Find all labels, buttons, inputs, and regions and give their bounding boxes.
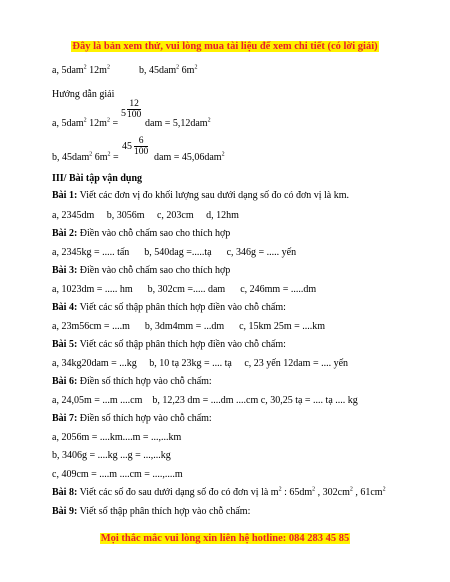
solution-title: Hướng dẫn giải	[52, 89, 115, 100]
header-banner	[0, 40, 450, 53]
solution-a-fraction: $\frac{12}{100}$	[127, 99, 142, 120]
exercise-4-items: a, 23m56cm = ....m b, 3dm4mm = ...dm c, 15km 25m = ....km	[52, 321, 326, 332]
exercise-1: Bài 1: Viết các đơn vị đo khối lượng sau dưới dạng số đo có đơn vị là km.	[52, 190, 350, 201]
exercise-8: Bài 8: Viết các số đo sau dưới dạng số đo có đơn vị là $m^2$ : $65dm^2$ , $302cm^2$ , $61cm^2$	[52, 486, 386, 498]
exercise-7-item-a: a, 2056m = ....km....m = ...,...km	[52, 432, 182, 443]
exercise-1-items: a, 2345dm b, 3056m c, 203cm d, 12hm	[52, 210, 239, 221]
solution-b: b, 45dam$^2$ $6m^2$ =	[52, 151, 119, 163]
exercise-4: Bài 4: Viết các số thập phân thích hợp điền vào chỗ chấm:	[52, 302, 286, 313]
exercise-2: Bài 2: Điền vào chỗ chấm sao cho thích hợp	[52, 228, 231, 239]
header-text: Đây là bản xem thử, vui lòng mua tài liệu để xem chi tiết (có lời giải)	[72, 41, 378, 52]
exercise-6-items: a, 24,05m = ...m ....cm b, 12,23 dm = ....dm ....cm c, 30,25 tạ = .... tạ .... kg	[52, 395, 358, 406]
exercise-5-items: a, 34kg20dam = ...kg b, 10 tạ 23kg = .... tạ c, 23 yến 12dam = .... yến	[52, 358, 349, 369]
exercise-7-item-b: b, 3406g = ....kg ...g = ...,...kg	[52, 450, 171, 461]
exercise-6: Bài 6: Điền số thích hợp vào chỗ chấm:	[52, 376, 212, 387]
solution-b-result: dam = 45,06dam$^2$	[154, 151, 225, 163]
exercise-2-items: a, 2345kg = ..... tấn b, 540dag =.....tạ c, 346g = ..... yến	[52, 247, 297, 258]
solution-a-result: dam = 5,12dam$^2$	[145, 117, 211, 129]
exercise-7: Bài 7: Điền số thích hợp vào chỗ chấm:	[52, 413, 212, 424]
exercise-3-items: a, 1023dm = ..... hm b, 302cm =..... dam c, 246mm = .....dm	[52, 284, 317, 295]
footer-text: Mọi thắc mắc vui lòng xin liên hệ hotline: 084 283 45 85	[100, 533, 350, 544]
section-title: III/ Bài tập vận dụng	[52, 173, 143, 184]
exercise-9: Bài 9: Viết số thập phân thích hợp vào chỗ chấm:	[52, 506, 251, 517]
solution-b-whole: 45	[122, 141, 132, 152]
exercise-5: Bài 5: Viết các số thập phân thích hợp điền vào chỗ chấm:	[52, 339, 286, 350]
solution-b-fraction: $\frac{6}{100}$	[134, 136, 149, 157]
exercise-3: Bài 3: Điền vào chỗ chấm sao cho thích hợp	[52, 265, 231, 276]
solution-a: a, 5dam$^2$ $12m^2$ =	[52, 117, 119, 129]
exercise-7-item-c: c, 409cm = ....m ....cm = ....,....m	[52, 469, 183, 480]
question-line: a, 5dam$^2$ $12m^2$ b, 45dam$^2$ $6m^2$	[52, 64, 198, 76]
footer-banner	[0, 532, 450, 545]
solution-a-whole: 5	[121, 108, 126, 119]
